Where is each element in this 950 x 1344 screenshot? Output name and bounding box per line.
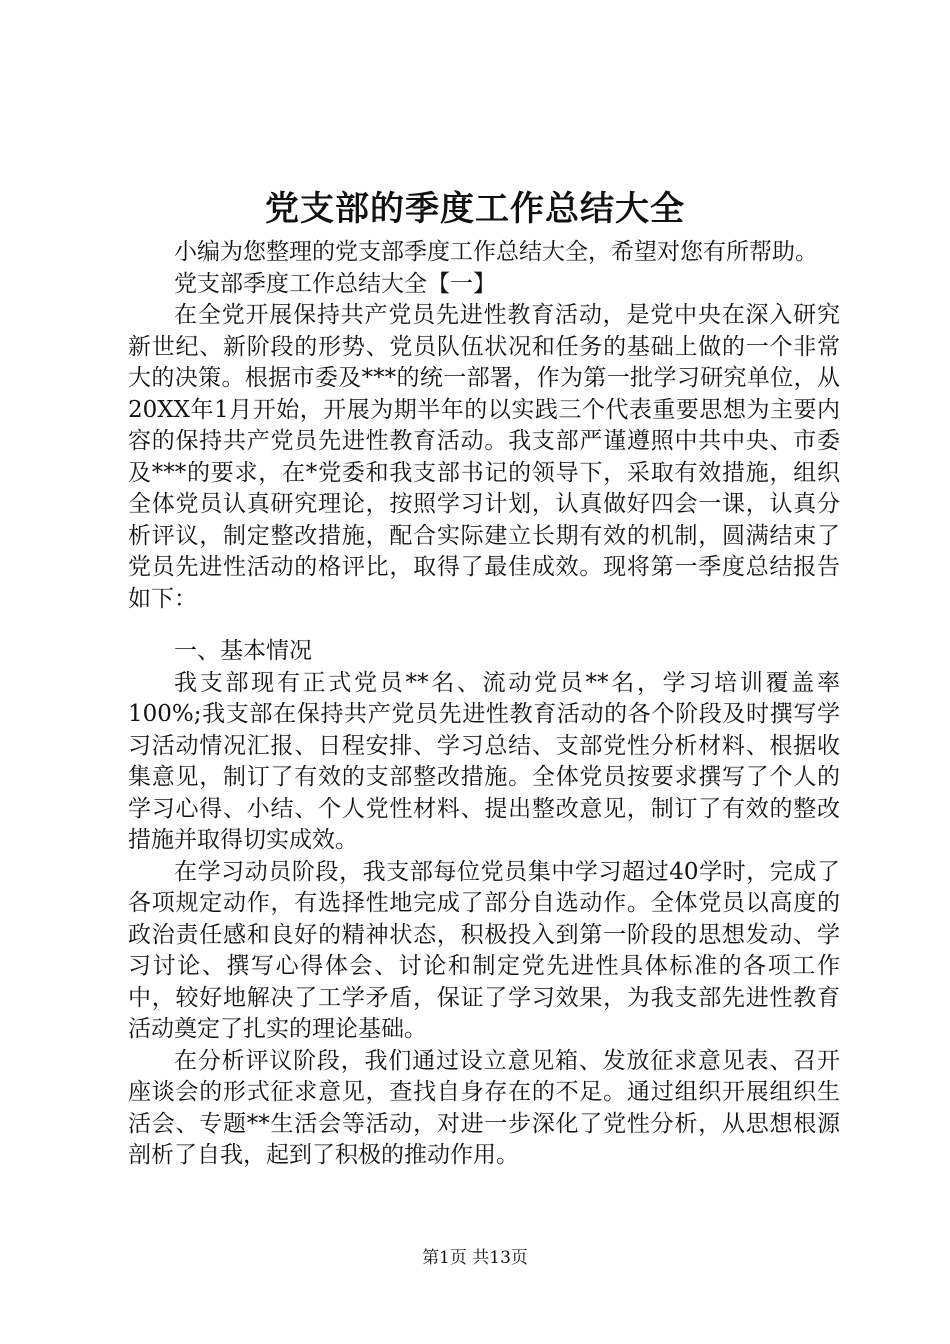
document-body [128,237,840,1172]
body-paragraph-mobilization: 在学习动员阶段，我支部每位党员集中学习超过40学时，完成了各项规定动作，有选择性地完成了部分自选动作。全体党员以高度的政治责任感和良好的精神状态，积极投入到第一阶段的思想发动、学习讨论、撰写心得体会、讨论和制定党先进性具体标准的各项工作中，较好地解决了工学矛盾，保证了学习效果，为我支部先进性教育活动奠定了扎实的理论基础。 [128,858,840,1042]
body-paragraph-members: 我支部现有正式党员**名、流动党员**名，学习培训覆盖率100%;我支部在保持共产党员先进性教育活动的各个阶段及时撰写学习活动情况汇报、日程安排、学习总结、支部党性分析材料、根据收集意见，制订了有效的支部整改措施。全体党员按要求撰写了个人的学习心得、小结、个人党性材料、提出整改意见，制订了有效的整改措施并取得切实成效。 [128,669,840,853]
section-heading-basic-situation: 一、基本情况 [174,638,312,664]
section-heading-part-one: 党支部季度工作总结大全【一】 [174,270,496,297]
intro-paragraph: 小编为您整理的党支部季度工作总结大全，希望对您有所帮助。 [174,239,818,265]
body-paragraph-overview: 在全党开展保持共产党员先进性教育活动，是党中央在深入研究新世纪、新阶段的形势、党员队伍状况和任务的基础上做的一个非常大的决策。根据市委及***的统一部署，作为第一批学习研究单位，从20XX年1月开始，开展为期半年的以实践三个代表重要思想为主要内容的保持共产党员先进性教育活动。我支部严谨遵照中共中央、市委及***的要求，在*党委和我支部书记的领导下，采取有效措施，组织全体党员认真研究理论，按照学习计划，认真做好四会一课，认真分析评议，制定整改措施，配合实际建立长期有效的机制，圆满结束了党员先进性活动的格评比，取得了最佳成效。现将第一季度总结报告如下： [128,302,840,612]
document-title: 党支部的季度工作总结大全 [265,189,685,229]
body-paragraph-evaluation: 在分析评议阶段，我们通过设立意见箱、发放征求意见表、召开座谈会的形式征求意见，查找自身存在的不足。通过组织开展组织生活会、专题**生活会等活动，对进一步深化了党性分析，从思想根源剖析了自我，起到了积极的推动作用。 [128,1047,840,1168]
page-number-footer: 第1页 共13页 [422,1248,528,1268]
